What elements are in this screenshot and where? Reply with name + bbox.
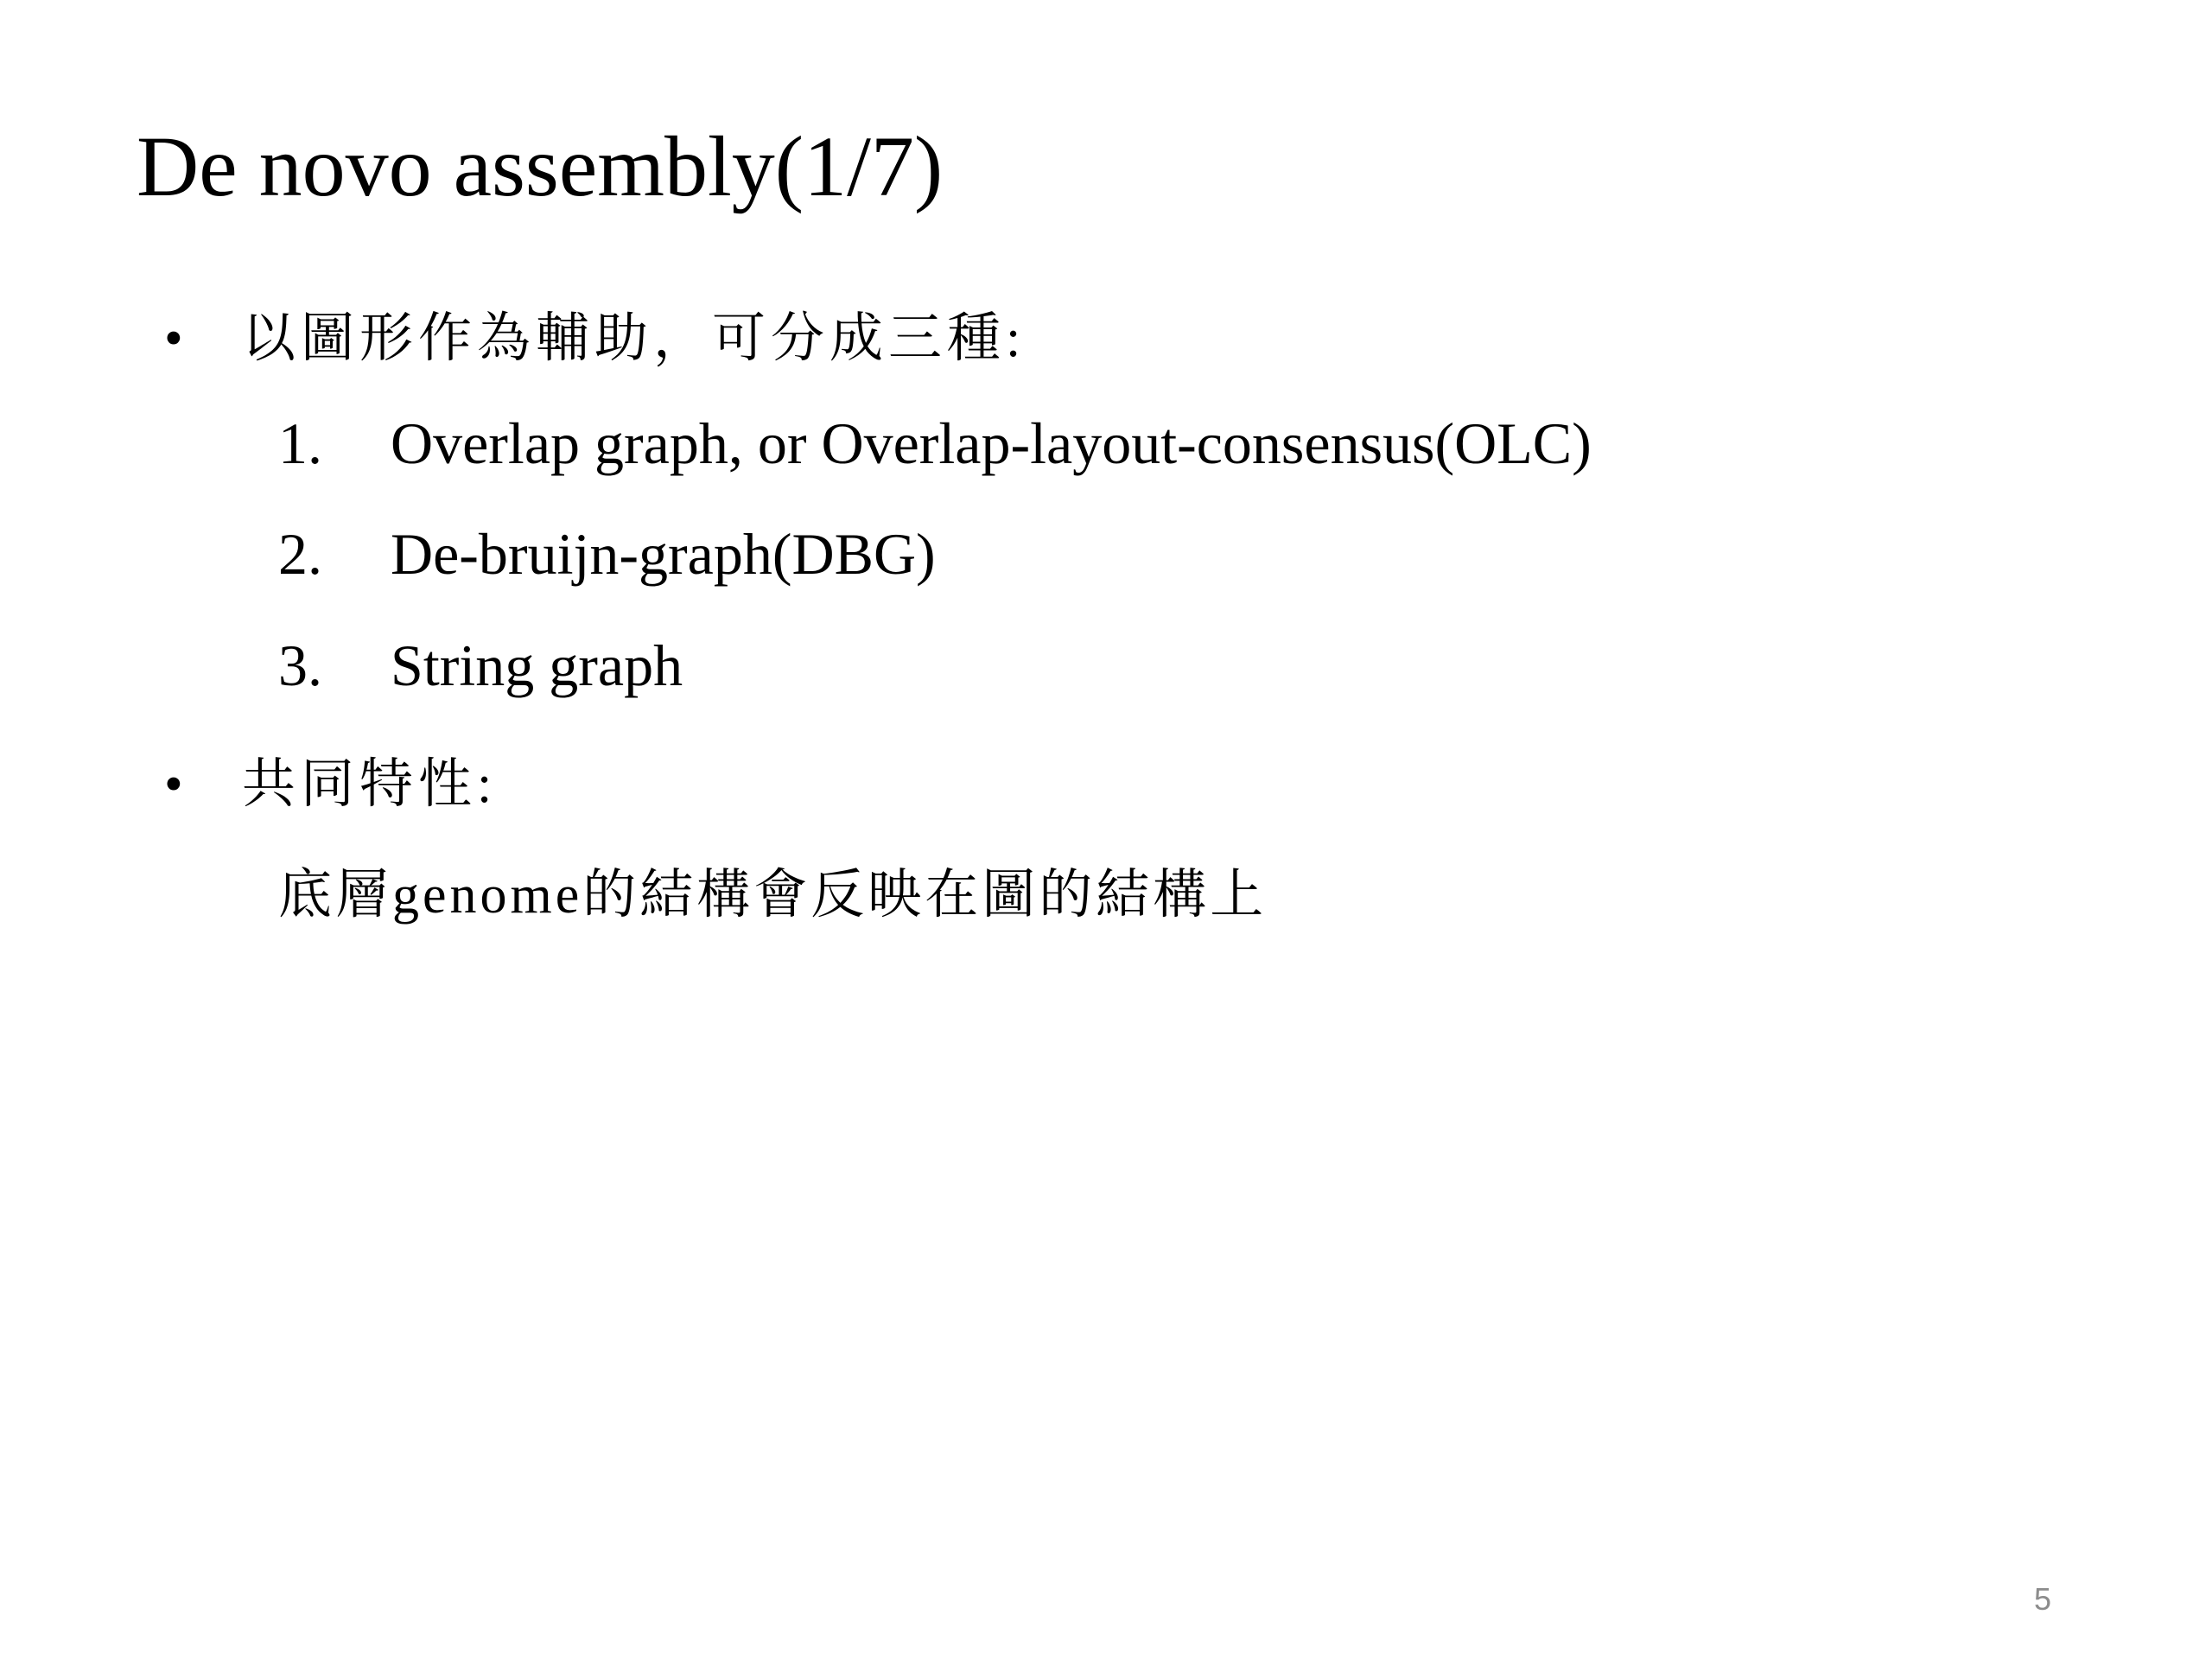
bullet-text: 以圖形作為輔助，可分成三種: [242, 309, 1027, 368]
list-text: De-bruijn-graph(DBG) [391, 521, 936, 587]
list-number: 3. [278, 632, 322, 698]
bullet-detail-text: 底層genome的結構會反映在圖的結構上 [278, 866, 1268, 925]
list-number: 1. [278, 410, 322, 476]
slide-title: De novo assembly(1/7) [137, 118, 944, 214]
bullet-marker: • [164, 309, 183, 368]
list-text: String graph [391, 632, 683, 698]
bullet-marker: • [164, 755, 183, 814]
list-number: 2. [278, 521, 322, 587]
list-text: Overlap graph, or Overlap-layout-consensus(OLC) [391, 410, 1592, 476]
page-number: 5 [2034, 1581, 2052, 1617]
bullet-text: 共同特性: [242, 755, 498, 814]
